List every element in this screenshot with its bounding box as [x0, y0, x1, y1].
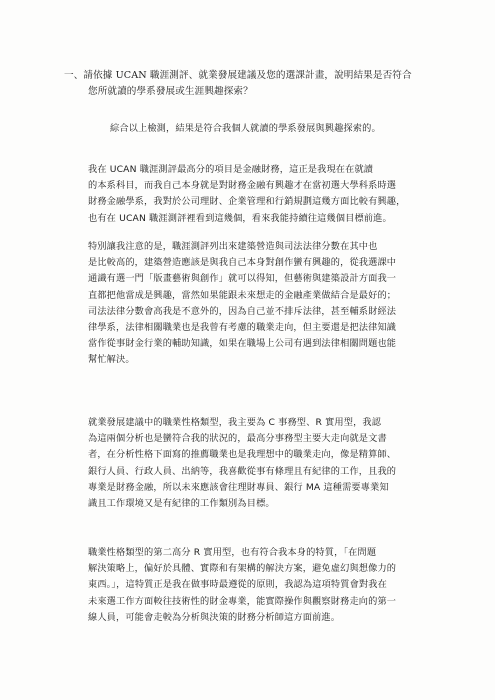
paragraph-personality-c-type — [88, 415, 418, 512]
paragraph-line: 司法法律分數會高我是不意外的，因為自己並不排斥法律，甚至輔系財經法 — [88, 305, 397, 317]
paragraph-line: 銀行人員、行政人員、出納等，我喜歡從事有條理且有紀律的工作，且我的 — [88, 465, 397, 477]
paragraph-line: 也有在 UCAN 職涯測評裡看到這幾個，看來我能持續往這幾個目標前進。 — [88, 212, 392, 224]
paragraph-line: 直都把他當成是興趣，當然如果能跟未來想走的金融產業做結合是最好的； — [88, 289, 397, 301]
paragraph-line: 幫忙解決。 — [88, 354, 135, 366]
paragraph-line: 律學系，法律相關職業也是我曾有考慮的職業走向，但主要還是把法律知識 — [88, 322, 397, 334]
paragraph-ucan-finance — [88, 162, 418, 227]
paragraph-line: 特別讓我注意的是，職涯測評列出來建築營造與司法法律分數在其中也 — [88, 241, 378, 252]
paragraph-line: 專業是財務金融，所以未來應該會往理財專員、銀行 MA 這種需要專業知 — [88, 481, 389, 493]
paragraph-line: 通識有選一門「版畫藝術與創作」就可以得知，但藝術與建築設計方面我一 — [88, 273, 397, 285]
paragraph-line: 線人員，可能會走較為分析與決策的財務分析師這方面前進。 — [88, 611, 341, 623]
question-line-1: 一、請依據 UCAN 職涯測評、就業發展建議及您的選課計畫，說明結果是否符合 — [64, 70, 412, 81]
question-heading — [64, 68, 444, 100]
paragraph-line: 解決策略上，偏好於具體、實際和有架構的解決方案，避免虛幻與想像力的 — [88, 563, 397, 575]
paragraph-construction-law — [88, 239, 418, 369]
paragraph-line: 的本系科目，而我自己本身就是對財務金融有興趣才在當初選大學科系時選 — [88, 180, 397, 192]
paragraph-line: 就業發展建議中的職業性格類型，我主要為 C 事務型、R 實用型，我認 — [88, 417, 382, 428]
question-line-2: 您所就讀的學系發展或生涯興趣探索？ — [88, 86, 253, 97]
paragraph-line: 財務金融學系，我對於公司理財、企業管理和行銷規劃這幾方面比較有興趣， — [88, 196, 406, 208]
summary-paragraph — [110, 121, 440, 137]
summary-line: 綜合以上檢測，結果是符合我個人就讀的學系發展與興趣探索的。 — [110, 123, 381, 134]
paragraph-line: 者，在分析性格下面寫的推薦職業也是我理想中的職業走向，像是精算師、 — [88, 449, 397, 461]
paragraph-personality-r-type — [88, 545, 418, 626]
paragraph-line: 識且工作環境又是有紀律的工作類別為目標。 — [88, 498, 275, 510]
paragraph-line: 未來選工作方面較往技術性的財金專業，能實際操作與觀察財務走向的第一 — [88, 595, 397, 607]
paragraph-line: 東西。」，這特質正是我在做事時最遵從的原則，我認為這項特質會對我在 — [88, 579, 387, 591]
paragraph-line: 當作從事財金行業的輔助知識，如果在職場上公司有遇到法律相關問題也能 — [88, 338, 397, 350]
paragraph-line: 是比較高的，建築營造應該是與我自己本身對創作蠻有興趣的，從我選課中 — [88, 257, 397, 269]
paragraph-line: 為這兩個分析也是蠻符合我的狀況的，最高分事務型主要大走向就是文書 — [88, 433, 387, 445]
paragraph-line: 職業性格類型的第二高分 R 實用型，也有符合我本身的特質，「在問題 — [88, 547, 377, 558]
paragraph-line: 我在 UCAN 職涯測評最高分的項目是金融財務，這正是我現在在就讀 — [88, 164, 374, 175]
